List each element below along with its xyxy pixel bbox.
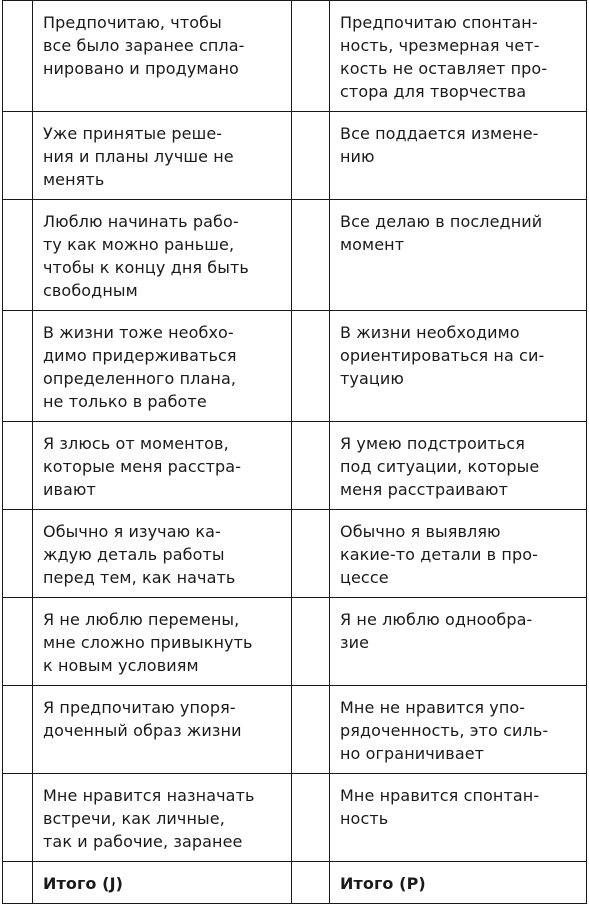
table-row — [3, 686, 587, 774]
left-checkbox-cell[interactable] — [3, 311, 33, 422]
right-checkbox-cell[interactable] — [292, 1, 330, 112]
right-total-label: Итого (P) — [330, 862, 587, 904]
left-statement: Мне нравится назначать встречи, как личные, так и рабочие, заранее — [33, 774, 292, 862]
left-statement: Я предпочитаю упоря- доченный образ жизни — [33, 686, 292, 774]
right-statement: Мне нравится спонтан- ность — [330, 774, 587, 862]
left-checkbox-cell[interactable] — [3, 598, 33, 686]
right-statement: Я умею подстроиться под ситуации, которые меня расстраивают — [330, 422, 587, 510]
right-checkbox-cell[interactable] — [292, 686, 330, 774]
questionnaire-table — [2, 0, 587, 904]
table-row — [3, 1, 587, 112]
right-statement: Все делаю в последний момент — [330, 200, 587, 311]
right-checkbox-cell[interactable] — [292, 774, 330, 862]
table-row — [3, 510, 587, 598]
right-statement: Предпочитаю спонтан- ность, чрезмерная чет- кость не оставляет про- стора для творчества — [330, 1, 587, 112]
right-checkbox-cell[interactable] — [292, 112, 330, 200]
table-row — [3, 774, 587, 862]
left-statement: Уже принятые реше- ния и планы лучше не менять — [33, 112, 292, 200]
left-checkbox-cell[interactable] — [3, 200, 33, 311]
left-checkbox-cell[interactable] — [3, 1, 33, 112]
left-statement: Я не люблю перемены, мне сложно привыкнуть к новым условиям — [33, 598, 292, 686]
table-row — [3, 598, 587, 686]
left-total-label: Итого (J) — [33, 862, 292, 904]
left-checkbox-cell[interactable] — [3, 112, 33, 200]
right-checkbox-cell[interactable] — [292, 422, 330, 510]
questionnaire-body — [3, 1, 587, 904]
left-statement: Люблю начинать рабо- ту как можно раньше, чтобы к концу дня быть свободным — [33, 200, 292, 311]
left-statement: В жизни тоже необхо- димо придерживаться определенного плана, не только в работе — [33, 311, 292, 422]
right-statement: Мне не нравится упо- рядоченность, это силь- но ограничивает — [330, 686, 587, 774]
left-statement: Обычно я изучаю ка- ждую деталь работы перед тем, как начать — [33, 510, 292, 598]
left-statement: Я злюсь от моментов, которые меня расстра- ивают — [33, 422, 292, 510]
right-checkbox-cell[interactable] — [292, 200, 330, 311]
left-checkbox-cell[interactable] — [3, 422, 33, 510]
right-statement: Все поддается измене- нию — [330, 112, 587, 200]
left-checkbox-cell[interactable] — [3, 774, 33, 862]
right-checkbox-cell[interactable] — [292, 598, 330, 686]
right-statement: Я не люблю однообра- зие — [330, 598, 587, 686]
left-total-cell[interactable] — [3, 862, 33, 904]
left-checkbox-cell[interactable] — [3, 510, 33, 598]
totals-row — [3, 862, 587, 904]
right-statement: В жизни необходимо ориентироваться на си- туацию — [330, 311, 587, 422]
table-row — [3, 112, 587, 200]
right-checkbox-cell[interactable] — [292, 510, 330, 598]
right-checkbox-cell[interactable] — [292, 311, 330, 422]
table-row — [3, 200, 587, 311]
left-statement: Предпочитаю, чтобы все было заранее спла- нировано и продумано — [33, 1, 292, 112]
left-checkbox-cell[interactable] — [3, 686, 33, 774]
right-total-cell[interactable] — [292, 862, 330, 904]
right-statement: Обычно я выявляю какие-то детали в про- цессе — [330, 510, 587, 598]
table-row — [3, 311, 587, 422]
table-row — [3, 422, 587, 510]
